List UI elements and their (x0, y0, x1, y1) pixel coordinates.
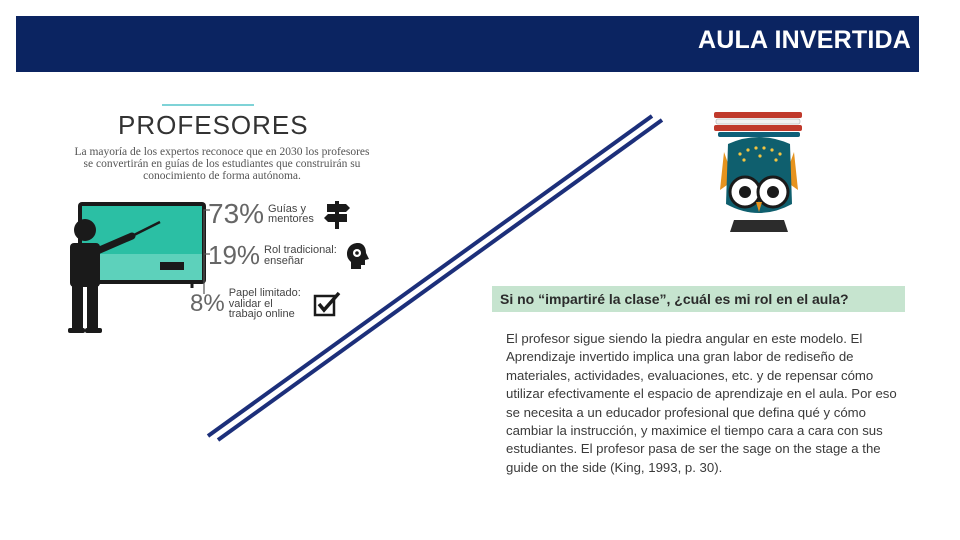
question-text: Si no “impartiré la clase”, ¿cuál es mi rol en el aula? (500, 291, 849, 307)
accent-line (162, 104, 254, 106)
stat-label: Guías y mentores (268, 202, 314, 225)
question-heading (492, 286, 905, 312)
stat-percent: 8% (190, 289, 225, 317)
stat-label: Papel limitado: validar el trabajo online (228, 287, 301, 320)
title-bar (16, 16, 919, 72)
profesores-description: La mayoría de los expertos reconoce que en 2030 los profesores se convertirán en guías de los estudiantes que construirán su conocimiento de forma autónoma. (74, 146, 370, 182)
profesores-title: PROFESORES (118, 110, 309, 140)
rol-paragraph: El profesor sigue siendo la piedra angular en este modelo. El Aprendizaje invertido implica una gran labor de rediseño de materiales, actividades, evaluaciones, etc. y de repensar cómo utilizar efectivamente el espacio de aprendizaje en el aula. Por eso se necesita a un educador profesional que defina qué y cómo cambiar la instrucción, y maximice el tiempo cara a cara con sus estudiantes. El profesor pasa de ser the sage on the stage a the guide on the side (King, 1993, p. 30). (506, 331, 897, 475)
stat-label: Rol tradicional: enseñar (264, 244, 337, 267)
stat-percent: 19% (208, 240, 261, 270)
owl-books-illustration (710, 108, 810, 244)
stat-percent: 73% (208, 198, 265, 229)
slide-title: AULA INVERTIDA (698, 26, 911, 54)
